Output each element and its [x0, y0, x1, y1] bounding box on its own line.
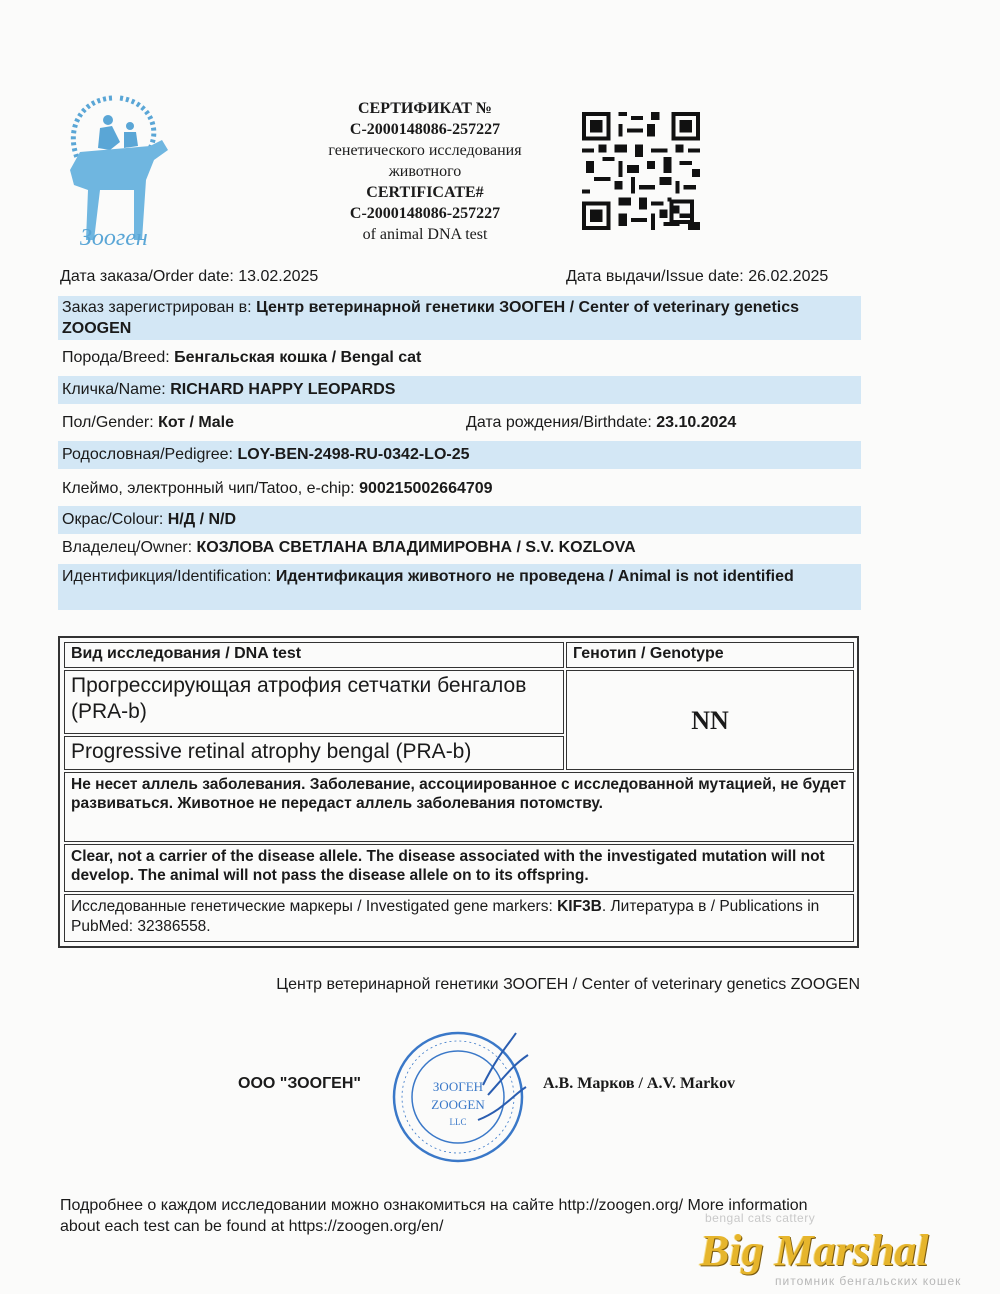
- chip-row: [58, 478, 861, 502]
- pedigree-label: Родословная/Pedigree:: [62, 446, 238, 463]
- svg-text:ЗООГЕН: ЗООГЕН: [432, 1079, 484, 1094]
- test-name-ru: Прогрессирующая атрофия сетчатки бенгалов (PRA-b): [64, 670, 564, 734]
- subtitle-en: of animal DNA test: [362, 226, 488, 243]
- markers-gene: KIF3B: [557, 898, 602, 915]
- owner-value: КОЗЛОВА СВЕТЛАНА ВЛАДИМИРОВНА / S.V. KOZLOVA: [196, 539, 636, 556]
- svg-text:LLC: LLC: [449, 1117, 467, 1127]
- certificate-number-ru: C-2000148086-257227: [349, 121, 501, 138]
- birthdate: [466, 412, 736, 433]
- test-name-en: Progressive retinal atrophy bengal (PRA-b): [64, 736, 564, 770]
- markers-text-pre: Исследованные генетические маркеры / Investigated gene markers:: [71, 898, 558, 915]
- subtitle-ru-1: генетического исследования: [328, 142, 522, 159]
- pedigree-row: [58, 441, 861, 469]
- gender-label: Пол/Gender:: [62, 414, 159, 431]
- center-name: Центр ветеринарной генетики ЗООГЕН / Center of veterinary genetics ZOOGEN: [276, 976, 860, 993]
- gender-value: Кот / Male: [158, 414, 234, 431]
- gene-markers: [64, 894, 854, 942]
- colour-row: [58, 506, 861, 534]
- svg-text:ZOOGEN: ZOOGEN: [431, 1097, 485, 1112]
- pedigree-value: LOY-BEN-2498-RU-0342-LO-25: [237, 446, 470, 463]
- signer-name: А.В. Марков / A.V. Markov: [543, 1075, 736, 1092]
- identification-label: Идентификция/Identification:: [62, 568, 276, 585]
- issue-date: Дата выдачи/Issue date: 26.02.2025: [566, 268, 829, 285]
- logo-wordmark: Зооген: [80, 225, 148, 251]
- identification-value: Идентификация животного не проведена / Animal is not identified: [275, 568, 794, 585]
- title-en: CERTIFICATE#: [366, 184, 484, 201]
- qr-code: [582, 112, 700, 230]
- identification-row: [58, 564, 861, 610]
- result-ru: Не несет аллель заболевания. Заболевание, ассоциированное с исследованной мутацией, не будет развиваться. Животное не передаст аллель заболевания потомству.: [64, 772, 854, 842]
- order-date: Дата заказа/Order date: 13.02.2025: [60, 268, 319, 285]
- genotype-value: NN: [566, 670, 854, 770]
- certificate-number-en: C-2000148086-257227: [349, 205, 501, 222]
- subtitle-ru-2: животного: [388, 163, 462, 180]
- gender-row: [58, 412, 861, 436]
- zoogen-stamp: [388, 1025, 533, 1170]
- column-header-test: Вид исследования / DNA test: [64, 642, 564, 668]
- name-value: RICHARD HAPPY LEOPARDS: [170, 381, 396, 398]
- registered-label: Заказ зарегистрирован в:: [62, 299, 257, 316]
- markers-text-post: . Литература в / Publications in PubMed: 32386558.: [71, 898, 820, 935]
- registered-value: Центр ветеринарной генетики ЗООГЕН / Center of veterinary genetics ZOOGEN: [62, 299, 800, 337]
- watermark-small-text: bengal cats cattery: [705, 1211, 816, 1225]
- colour-value: Н/Д / N/D: [167, 511, 237, 528]
- name-label: Кличка/Name:: [62, 381, 171, 398]
- result-en: Clear, not a carrier of the disease allele. The disease associated with the investigated mutation will not develop. The animal will not pass the disease allele on to its offspring.: [64, 844, 854, 892]
- certificate-title: [270, 98, 580, 245]
- breed-value: Бенгальская кошка / Bengal cat: [174, 349, 422, 366]
- watermark-logo: Big Marshal: [700, 1226, 929, 1275]
- owner-label: Владелец/Owner:: [62, 539, 197, 556]
- registered-row: [58, 296, 861, 340]
- birthdate-value: 23.10.2024: [656, 414, 737, 431]
- chip-value: 900215002664709: [359, 480, 493, 497]
- birthdate-label: Дата рождения/Birthdate:: [466, 414, 657, 431]
- dna-test-table: [58, 636, 859, 948]
- owner-row: [58, 537, 861, 561]
- organization-name: ООО "ЗООГЕН": [238, 1075, 361, 1092]
- colour-label: Окрас/Colour:: [62, 511, 168, 528]
- more-info-text: Подробнее о каждом исследовании можно ознакомиться на сайте http://zoogen.org/ More information about each test can be found at https://zoogen.org/en/: [60, 1197, 808, 1235]
- watermark-subtitle: питомник бенгальских кошек: [775, 1274, 962, 1288]
- breed-row: [58, 347, 861, 371]
- name-row: [58, 376, 861, 404]
- breed-label: Порода/Breed:: [62, 349, 175, 366]
- title-ru: СЕРТИФИКАТ №: [358, 100, 492, 117]
- chip-label: Клеймо, электронный чип/Tatoo, e-chip:: [62, 480, 360, 497]
- column-header-genotype: Генотип / Genotype: [566, 642, 854, 668]
